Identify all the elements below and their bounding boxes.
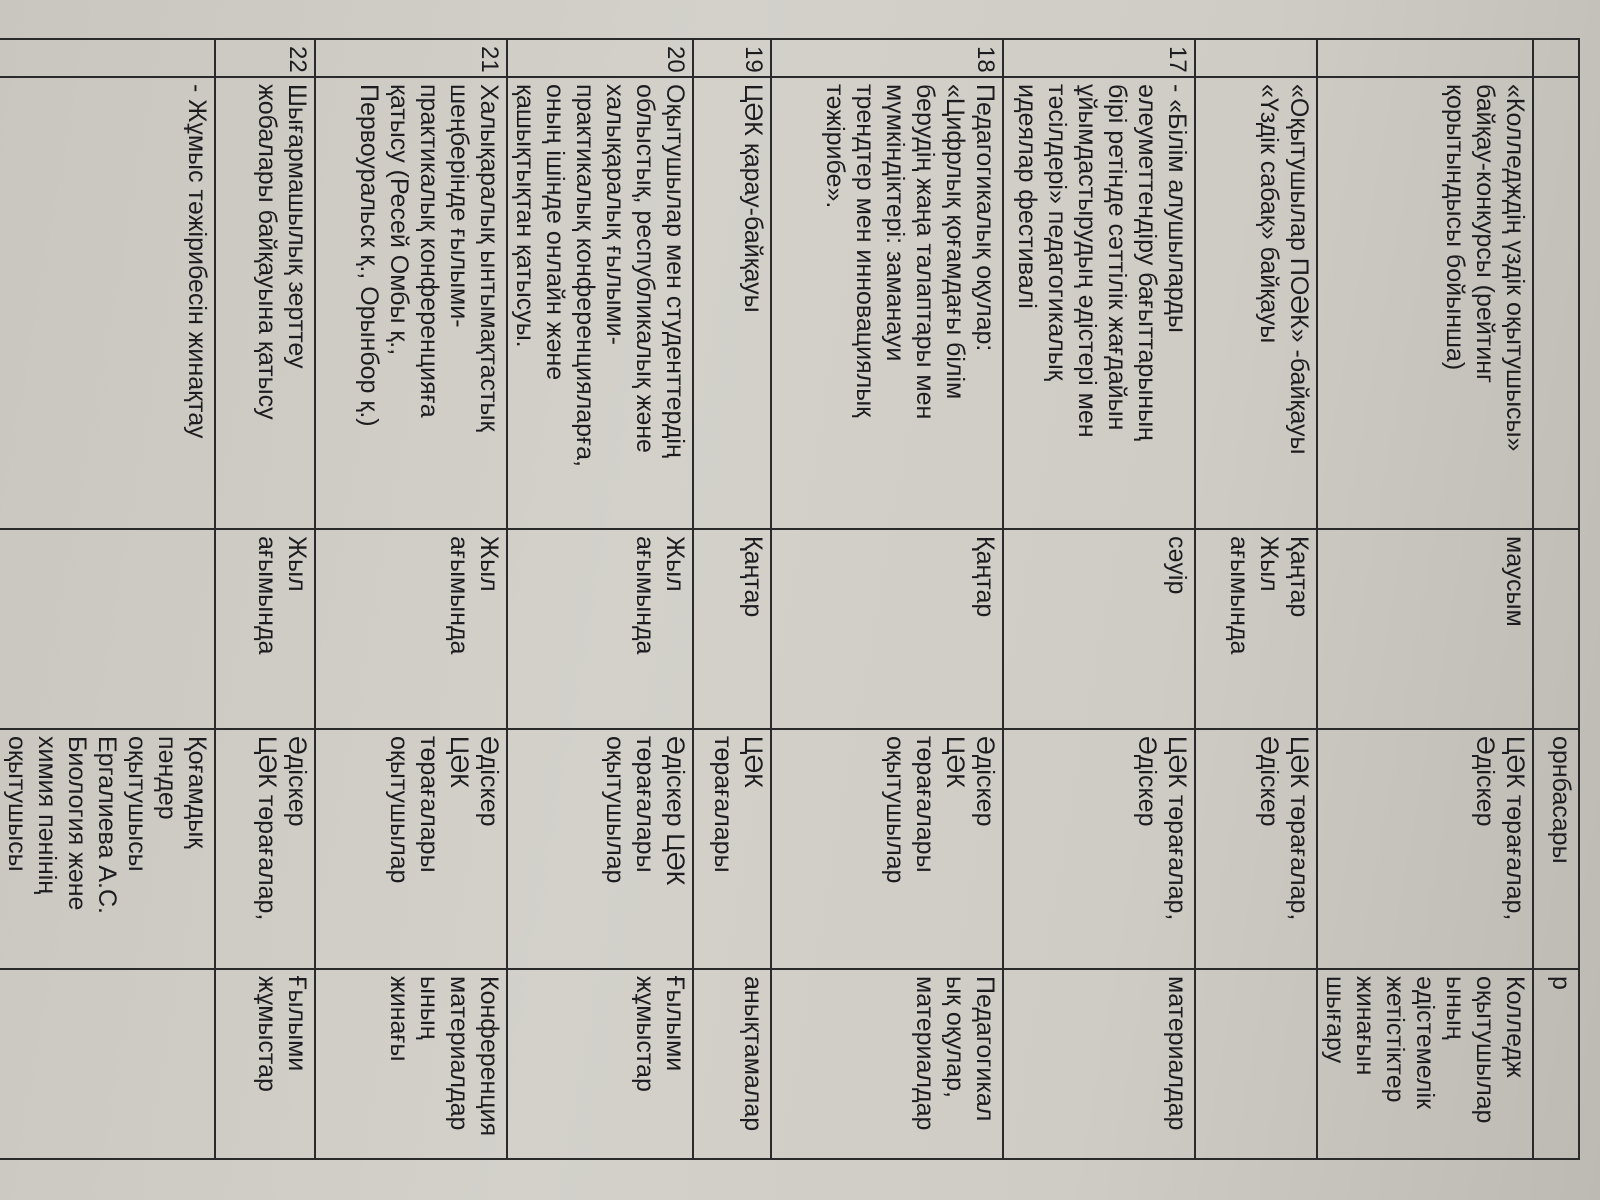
event-text-line: берудің жаңа талаптары мен xyxy=(911,84,939,420)
result-text-line: ының xyxy=(415,976,443,1040)
responsible-cell xyxy=(771,729,1003,969)
time-cell xyxy=(507,529,693,729)
result-cell xyxy=(507,969,693,1159)
rotated-document xyxy=(3,38,1580,1158)
time-text-line: Жыл xyxy=(475,536,503,592)
row-number-cell xyxy=(1195,39,1317,77)
result-cell xyxy=(1195,969,1317,1159)
table-row xyxy=(771,39,1003,1159)
time-cell xyxy=(315,529,507,729)
result-text-line: әдістемелік xyxy=(1411,976,1439,1109)
row-number-cell xyxy=(0,39,215,77)
table-row xyxy=(1003,39,1195,1159)
result-text-line: ының xyxy=(1441,976,1469,1040)
event-text-line: Педагогикалық оқулар: xyxy=(971,84,999,352)
header-responsible-text: орнбасары xyxy=(1547,736,1575,864)
responsible-text-line: оқытушылар xyxy=(385,736,413,884)
event-text-line: облыстық, республикалық және xyxy=(631,84,659,453)
result-cell xyxy=(693,969,771,1159)
result-text-line: ық оқулар, xyxy=(941,976,969,1098)
table-row xyxy=(0,39,215,1159)
responsible-text-line: төрағалары xyxy=(415,736,443,873)
event-text-line: Халықаралық ынтымақтастық xyxy=(475,84,503,432)
row-number-cell xyxy=(1317,39,1533,77)
event-cell xyxy=(771,77,1003,529)
result-cell xyxy=(0,969,215,1159)
time-cell xyxy=(771,529,1003,729)
header-event-cell xyxy=(1533,77,1579,529)
header-result-cell xyxy=(1533,969,1579,1159)
table-row xyxy=(507,39,693,1159)
responsible-text-line: ЦӘК төрағалар, xyxy=(1501,736,1529,921)
time-text: Қаңтар xyxy=(739,536,767,618)
result-text-line: Педагогикал xyxy=(971,976,999,1122)
result-cell xyxy=(771,969,1003,1159)
event-text-line: әлеуметтендіру бағыттарының xyxy=(1133,84,1161,441)
table-row xyxy=(315,39,507,1159)
responsible-text-line: ЦӘК төрағалар, xyxy=(1285,736,1313,921)
header-result-text: р xyxy=(1547,976,1575,990)
responsible-text-line: төрағалары xyxy=(631,736,659,873)
time-text-line: Жыл xyxy=(1255,536,1283,592)
result-text-line: материалдар xyxy=(445,976,473,1131)
event-text-line: трендтер мен инновациялық xyxy=(851,84,879,418)
time-text: Қаңтар xyxy=(971,536,999,618)
event-text-line: - Жұмыс тәжірибесін жинақтау xyxy=(183,84,211,439)
time-cell xyxy=(1003,529,1195,729)
row-number: 20 xyxy=(662,46,689,73)
responsible-text-line: Әдіскер ЦӘК xyxy=(661,736,689,886)
time-text-line: Жыл xyxy=(661,536,689,592)
event-cell xyxy=(315,77,507,529)
time-cell xyxy=(1317,529,1533,729)
time-text: маусым xyxy=(1501,536,1529,627)
event-text-line: практикалық конференцияға xyxy=(415,84,443,418)
row-number-cell xyxy=(315,39,507,77)
result-cell xyxy=(315,969,507,1159)
responsible-text-line: Әдіскер xyxy=(475,736,503,827)
event-text-line: «Үздік сабақ» байқауы xyxy=(1255,84,1283,344)
row-number: 18 xyxy=(972,46,999,73)
result-text-line: Конференция xyxy=(475,976,503,1137)
time-text: сәуір xyxy=(1163,536,1191,595)
responsible-text-line: Ергалиева А.С. xyxy=(93,736,121,914)
event-text-line: бірі ретінде сәттілік жағдайын xyxy=(1103,84,1131,431)
time-text-line: ағымында xyxy=(1225,536,1253,655)
row-number-cell xyxy=(215,39,315,77)
responsible-cell xyxy=(0,729,215,969)
responsible-cell xyxy=(1317,729,1533,969)
result-text-line: жинағын xyxy=(1351,976,1379,1076)
time-cell xyxy=(1195,529,1317,729)
responsible-text-line: Әдіскер xyxy=(283,736,311,827)
event-text-line: байқау-конкурсы (рейтинг xyxy=(1471,84,1499,384)
event-text-line: қорытындысы бойынша) xyxy=(1441,84,1469,371)
result-cell xyxy=(1317,969,1533,1159)
responsible-text-line: оқытушылар xyxy=(881,736,909,884)
responsible-cell xyxy=(507,729,693,969)
event-cell xyxy=(507,77,693,529)
table-row xyxy=(693,39,771,1159)
row-number: 17 xyxy=(1164,46,1191,73)
result-text-line: Колледж xyxy=(1501,976,1529,1078)
event-cell xyxy=(1195,77,1317,529)
row-number-cell xyxy=(771,39,1003,77)
event-cell xyxy=(693,77,771,529)
time-text-line: ағымында xyxy=(253,536,281,655)
responsible-cell xyxy=(1195,729,1317,969)
result-text-line: шығару xyxy=(1321,976,1349,1064)
responsible-text-line: төрағалары xyxy=(911,736,939,873)
event-text-line: қатысу (Ресей Омбы қ., xyxy=(385,84,413,356)
responsible-cell xyxy=(693,729,771,969)
header-responsible-cell xyxy=(1533,729,1579,969)
responsible-text-line: оқытушысы xyxy=(3,736,31,872)
event-text-line: шеңберінде ғылыми- xyxy=(445,84,473,328)
event-text-line: Первоуральск қ., Орынбор қ.) xyxy=(355,84,383,427)
row-number-cell xyxy=(507,39,693,77)
result-text-line: жұмыстар xyxy=(253,976,281,1092)
event-text-line: халықаралық ғылыми- xyxy=(601,84,629,345)
responsible-text-line: оқытушылар xyxy=(601,736,629,884)
result-text-line: оқытушылар xyxy=(1471,976,1499,1124)
table-row xyxy=(215,39,315,1159)
event-cell xyxy=(0,77,215,529)
responsible-cell xyxy=(215,729,315,969)
responsible-cell xyxy=(1003,729,1195,969)
responsible-text-line: оқытушысы xyxy=(123,736,151,872)
time-text-line: Қаңтар xyxy=(1285,536,1313,618)
responsible-cell xyxy=(315,729,507,969)
row-number-cell xyxy=(1003,39,1195,77)
event-text-line: Оқытушылар мен студенттердің xyxy=(661,84,689,458)
event-text-line: «Оқытушылар ПОӘК» -байқауы xyxy=(1285,84,1313,455)
responsible-text-line: пәндер xyxy=(153,736,181,820)
event-text-line: «Цифрлық қоғамдағы білім xyxy=(941,84,969,400)
event-cell xyxy=(1317,77,1533,529)
event-cell xyxy=(215,77,315,529)
row-number: 21 xyxy=(476,46,503,73)
row-number: 19 xyxy=(740,46,767,73)
responsible-text-line: Әдіскер xyxy=(971,736,999,827)
event-text-line: - «Білім алушыларды xyxy=(1163,84,1191,333)
row-number: 22 xyxy=(284,46,311,73)
event-text-line: жобалары байқауына қатысу xyxy=(253,84,281,420)
responsible-text-line: ЦӘК төрағалар, xyxy=(253,736,281,921)
table-row xyxy=(1195,39,1317,1159)
result-text-line: материалдар xyxy=(911,976,939,1131)
event-text-line: тәжірибе». xyxy=(821,84,849,209)
result-text-line: материалдар xyxy=(1163,976,1191,1131)
event-text-line: тәсілдері» педагогикалық xyxy=(1043,84,1071,381)
event-text-line: мүмкіндіктері: заманауи xyxy=(881,84,909,362)
responsible-text-line: Әдіскер xyxy=(1471,736,1499,827)
event-text-line: оның ішінде онлайн және xyxy=(541,84,569,381)
result-text-line: жұмыстар xyxy=(631,976,659,1092)
event-text-line: «Колледждің үздік оқытушысы» xyxy=(1501,84,1529,452)
event-cell xyxy=(1003,77,1195,529)
event-text-line: идеялар фестивалі xyxy=(1013,84,1041,309)
event-text-line: ұйымдастырудың әдістері мен xyxy=(1073,84,1101,438)
event-text-line: Шығармашылық зерттеу xyxy=(283,84,311,369)
result-text-line: анықтамалар xyxy=(739,976,767,1132)
result-text-line: Ғылыми xyxy=(283,976,311,1072)
time-text-line: ағымында xyxy=(445,536,473,655)
header-time-cell xyxy=(1533,529,1579,729)
time-text-line: Жыл xyxy=(283,536,311,592)
plan-table-body xyxy=(0,39,1579,1159)
responsible-text-line: ЦӘК xyxy=(941,736,969,788)
plan-table xyxy=(0,38,1580,1160)
header-num-cell xyxy=(1533,39,1579,77)
responsible-text-line: ЦӘК xyxy=(445,736,473,788)
time-cell xyxy=(693,529,771,729)
event-text-line: қашықтықтан қатысуы. xyxy=(511,84,539,348)
responsible-text-line: Әдіскер xyxy=(1255,736,1283,827)
event-text-line: ЦӘК қарау-байқауы xyxy=(739,84,767,313)
responsible-text-line: Биология және xyxy=(63,736,91,911)
event-text-line: практикалық конференцияларға, xyxy=(571,84,599,468)
table-header-row xyxy=(1533,39,1579,1159)
row-number-cell xyxy=(693,39,771,77)
responsible-text-line: ЦӘК төрағалар, xyxy=(1163,736,1191,921)
result-text-line: Ғылыми xyxy=(661,976,689,1072)
responsible-text-line: төрағалары xyxy=(709,736,737,873)
result-text-line: жетістіктер xyxy=(1381,976,1409,1103)
responsible-text-line xyxy=(0,736,2,962)
result-cell xyxy=(215,969,315,1159)
result-text-line: жинағы xyxy=(385,976,413,1062)
responsible-text-line: ЦӘК xyxy=(739,736,767,788)
responsible-text-line: Әдіскер xyxy=(1133,736,1161,827)
responsible-text-line: Қоғамдық xyxy=(183,736,211,849)
table-row xyxy=(1317,39,1533,1159)
time-text-line: ағымында xyxy=(631,536,659,655)
time-cell xyxy=(215,529,315,729)
result-cell xyxy=(1003,969,1195,1159)
responsible-text-line: химия пәнінің xyxy=(33,736,61,895)
time-cell xyxy=(0,529,215,729)
